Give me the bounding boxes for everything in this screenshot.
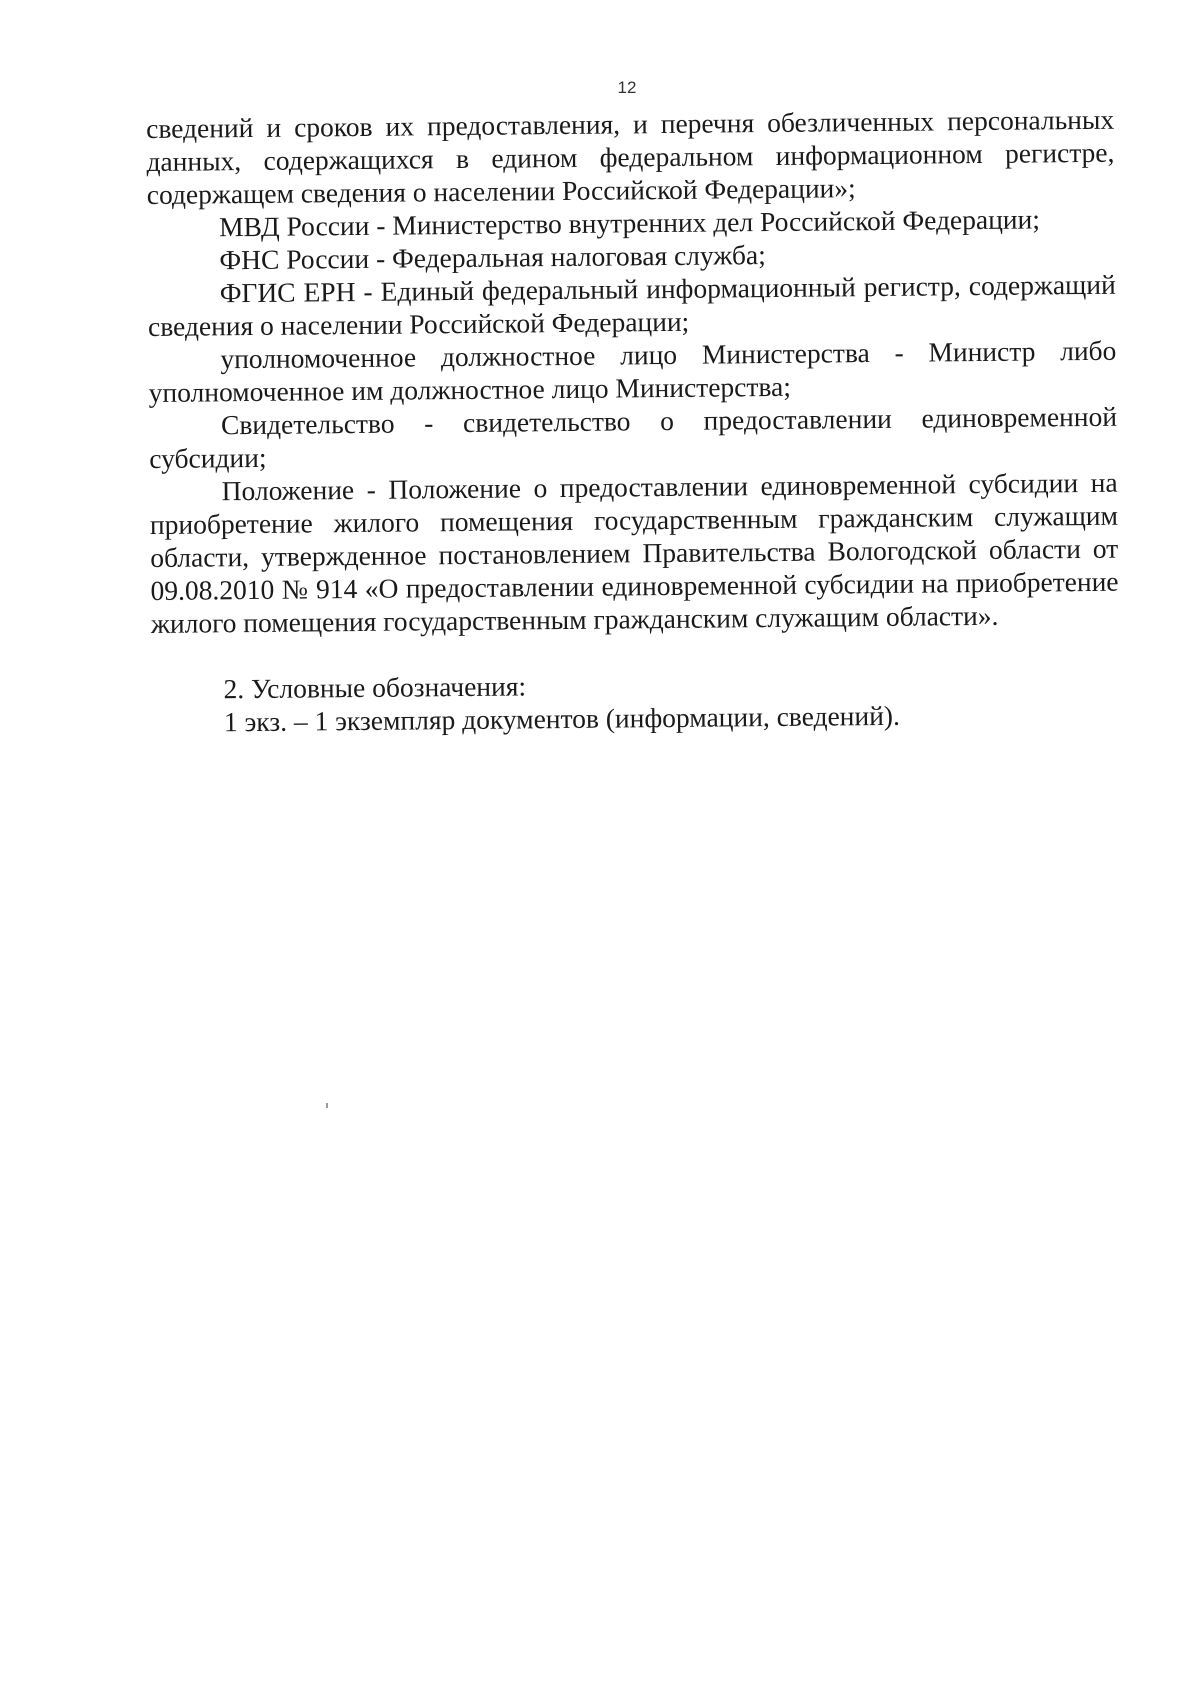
definition-official: уполномоченное должностное лицо Министерства - Министр либо уполномоченное им должностное лицо Министерства; <box>148 334 1117 408</box>
definition-fns: ФНС России - Федеральная налоговая служба; <box>219 239 766 276</box>
page-number: 12 <box>617 78 637 97</box>
legend-item: 1 экз. – 1 экземпляр документов (информации, сведений). <box>223 699 901 738</box>
section-heading: 2. Условные обозначения: <box>223 670 527 705</box>
definition-certificate: Свидетельство - свидетельство о предоставлении единовременной субсидии; <box>149 400 1118 474</box>
document-body <box>146 103 1120 739</box>
definition-mvd: МВД России - Министерство внутренних дел Российской Федерации; <box>218 203 1041 243</box>
scan-speck <box>326 1103 328 1108</box>
paragraph-continuation: сведений и сроков их предоставления, и перечня обезличенных персональных данных, содержащихся в едином федеральном информационном регистре, содержащем сведения о населении Российской Федерации»; <box>146 103 1115 210</box>
definition-fgis-ern: ФГИС ЕРН - Единый федеральный информационный регистр, содержащий сведения о населении Российской Федерации; <box>147 268 1116 342</box>
definition-regulation: Положение - Положение о предоставлении единовременной субсидии на приобретение жилого помещения государственным гражданским служащим области, утвержденное постановлением Правительства Вологодской области от 09.08.2010 № 914 «О предоставлении единовременной субсидии на приобретение жилого помещения государственным гражданским служащим области». <box>149 466 1119 639</box>
